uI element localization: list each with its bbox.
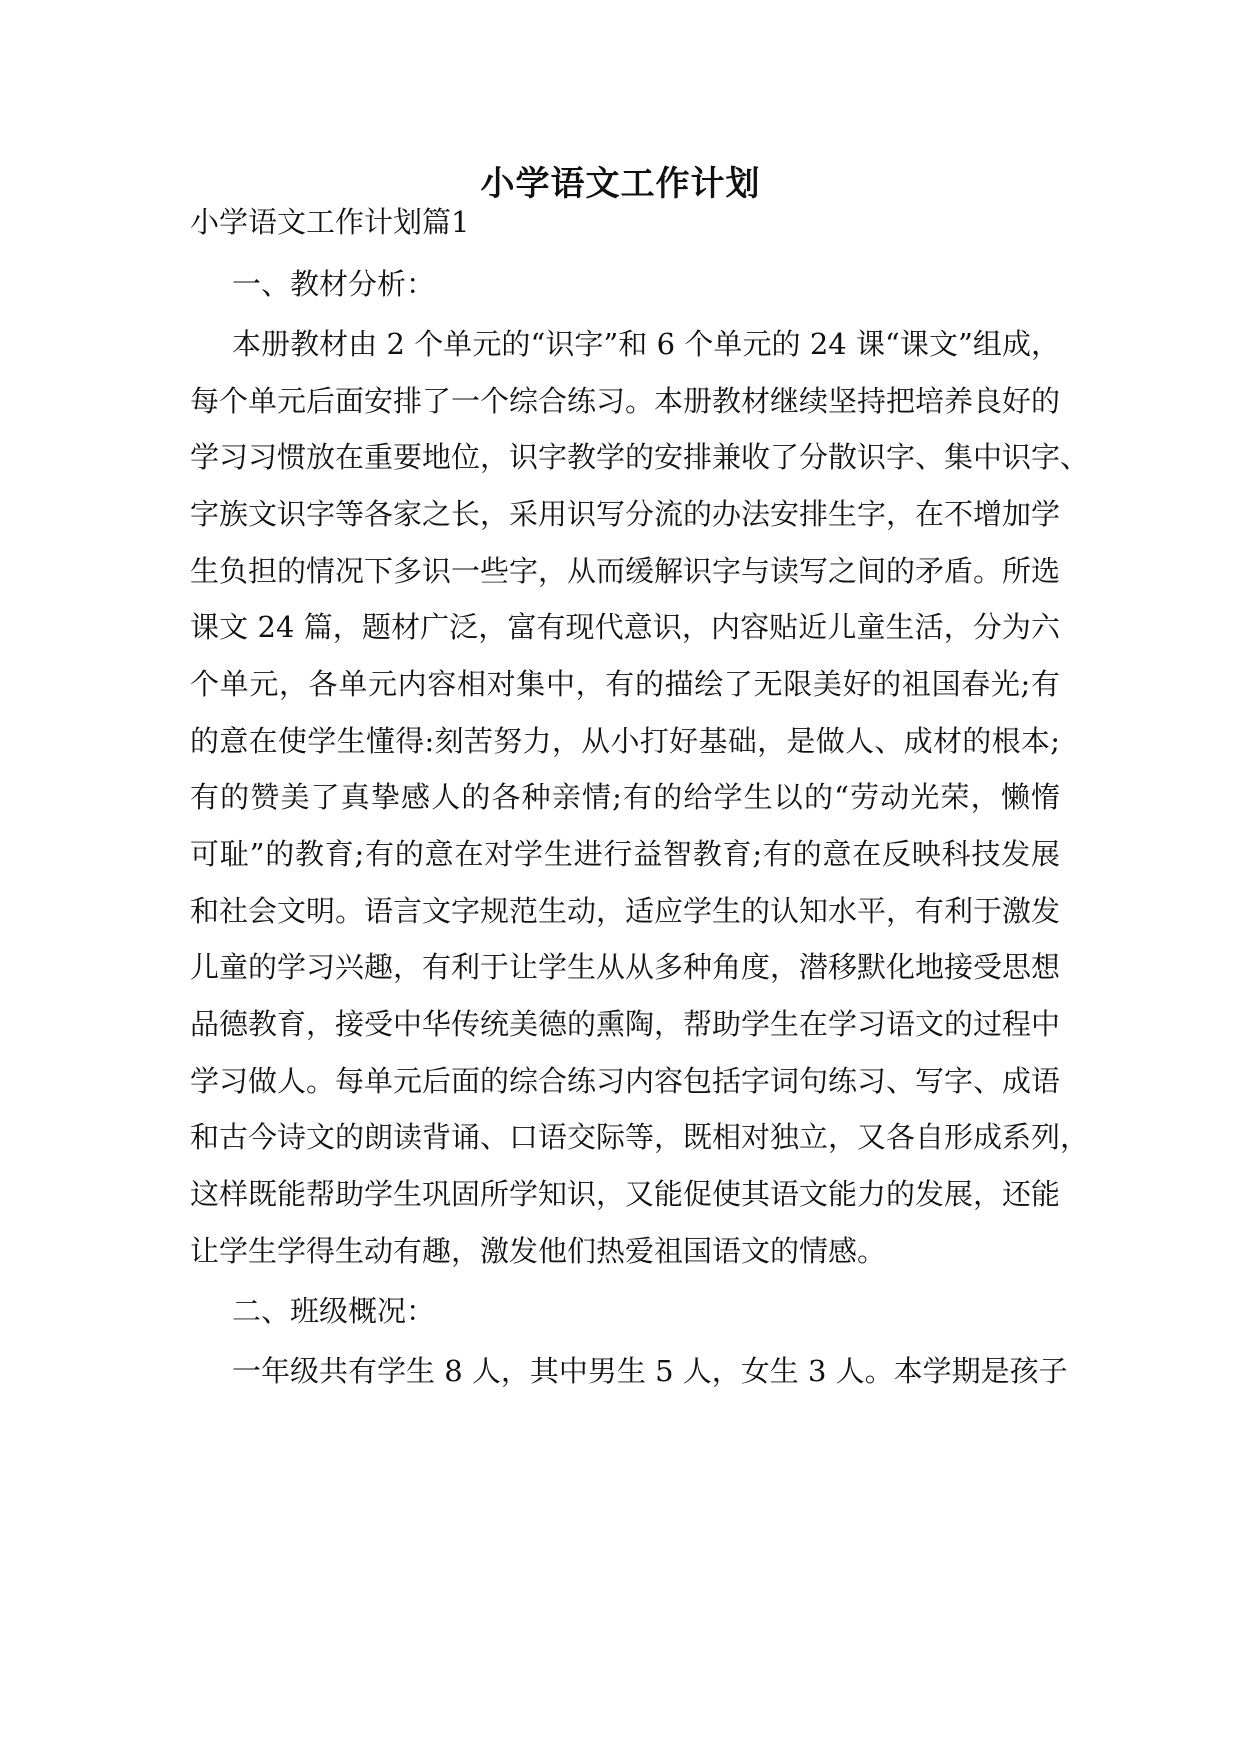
paragraph-line: 生负担的情况下多识一些字，从而缓解识字与读写之间的矛盾。所选 bbox=[190, 554, 1061, 588]
paragraph-line: 字族文识字等各家之长，采用识写分流的办法安排生字，在不增加学 bbox=[190, 497, 1061, 531]
paragraph-line: 可耻”的教育;有的意在对学生进行益智教育;有的意在反映科技发展 bbox=[190, 837, 1060, 871]
paragraph-line: 有的赞美了真挚感人的各种亲情;有的给学生以的“劳动光荣，懒惰 bbox=[190, 780, 1060, 814]
paragraph-line: 学习习惯放在重要地位，识字教学的安排兼收了分散识字、集中识字、 bbox=[190, 440, 1090, 474]
paragraph-line: 课文 24 篇，题材广泛，富有现代意识，内容贴近儿童生活，分为六 bbox=[190, 610, 1060, 644]
paragraph-line: 儿童的学习兴趣，有利于让学生从从多种角度，潜移默化地接受思想 bbox=[190, 950, 1061, 984]
paragraph-line: 个单元，各单元内容相对集中，有的描绘了无限美好的祖国春光;有 bbox=[190, 667, 1060, 701]
paragraph-line: 让学生学得生动有趣，激发他们热爱祖国语文的情感。 bbox=[190, 1234, 887, 1268]
section-heading-class-overview: 二、班级概况： bbox=[232, 1294, 436, 1328]
section-heading-materials: 一、教材分析： bbox=[232, 267, 436, 301]
paragraph-line: 本册教材由 2 个单元的“识字”和 6 个单元的 24 课“课文”组成， bbox=[232, 327, 1060, 361]
paragraph-line: 这样既能帮助学生巩固所学知识，又能促使其语文能力的发展，还能 bbox=[190, 1177, 1061, 1211]
paragraph-line: 学习做人。每单元后面的综合练习内容包括字词句练习、写字、成语 bbox=[190, 1064, 1061, 1098]
document-title: 小学语文工作计划 bbox=[480, 164, 761, 204]
paragraph-line: 和古今诗文的朗读背诵、口语交际等，既相对独立，又各自形成系列， bbox=[190, 1120, 1090, 1154]
paragraph-line: 一年级共有学生 8 人，其中男生 5 人，女生 3 人。本学期是孩子 bbox=[232, 1354, 1068, 1388]
document-subtitle: 小学语文工作计划篇1 bbox=[190, 205, 470, 239]
paragraph-line: 和社会文明。语言文字规范生动，适应学生的认知水平，有利于激发 bbox=[190, 894, 1061, 928]
paragraph-line: 品德教育，接受中华传统美德的熏陶，帮助学生在学习语文的过程中 bbox=[190, 1007, 1061, 1041]
paragraph-line: 每个单元后面安排了一个综合练习。本册教材继续坚持把培养良好的 bbox=[190, 384, 1061, 418]
paragraph-line: 的意在使学生懂得:刻苦努力，从小打好基础，是做人、成材的根本; bbox=[190, 724, 1060, 758]
